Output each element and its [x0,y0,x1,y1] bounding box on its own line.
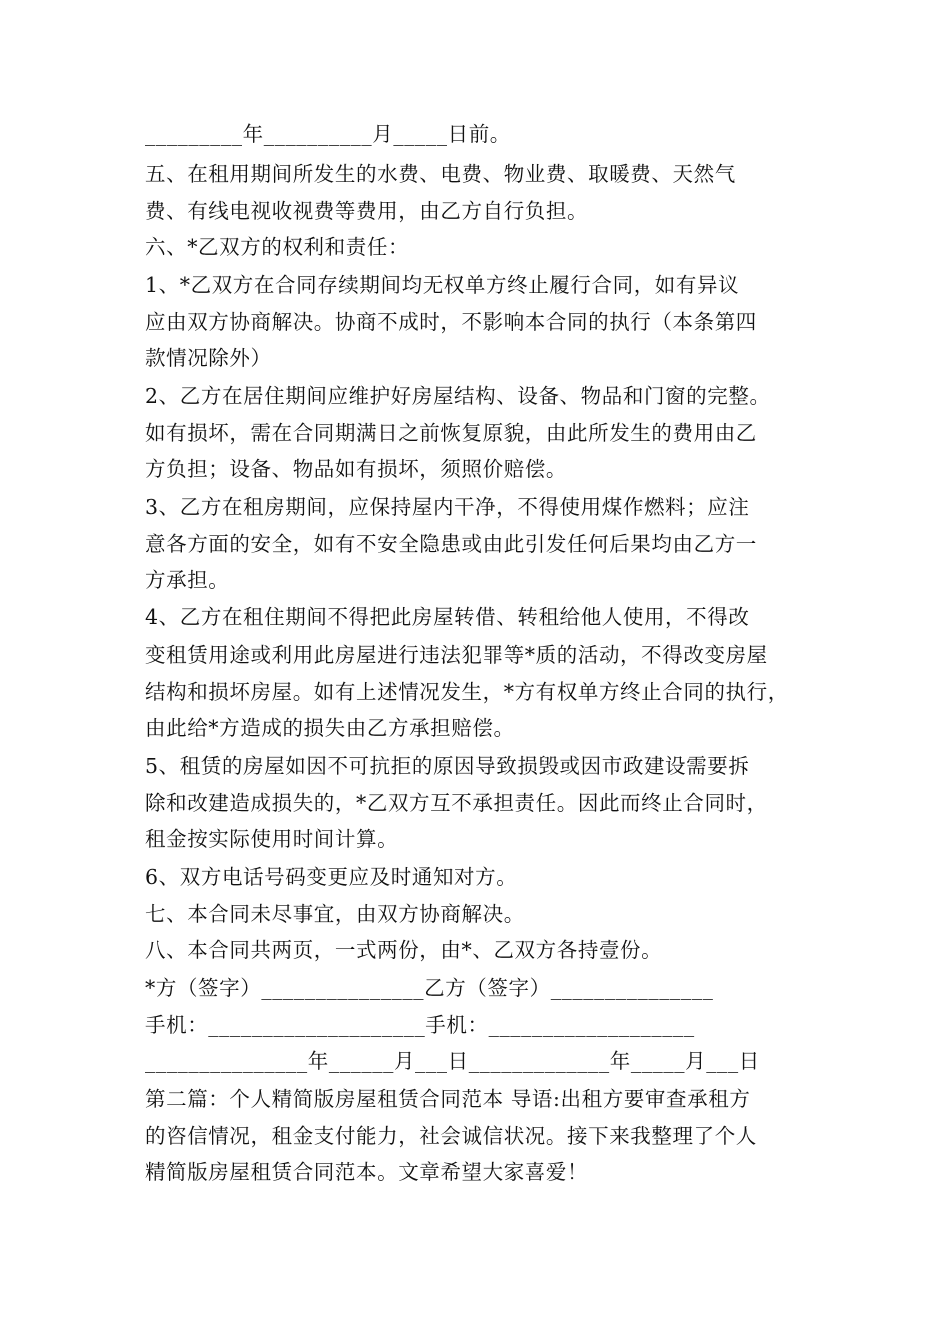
second-article-line-1: 第二篇：个人精简版房屋租赁合同范本 导语:出租方要审查承租方 [145,1087,751,1111]
clause-6-4-line-1: 4、乙方在租住期间不得把此房屋转借、转租给他人使用，不得改 [145,605,750,629]
clause-6-4-line-2: 变租赁用途或利用此房屋进行违法犯罪等*质的活动，不得改变房屋 [145,643,768,667]
clause-5-line-2: 费、有线电视收视费等费用，由乙方自行负担。 [145,199,589,223]
second-article-line-3: 精简版房屋租赁合同范本。文章希望大家喜爱！ [145,1160,589,1184]
clause-8-line: 八、本合同共两页，一式两份，由*、乙双方各持壹份。 [145,938,663,962]
clause-6-5-line-3: 租金按实际使用时间计算。 [145,827,399,851]
clause-7-line: 七、本合同未尽事宜，由双方协商解决。 [145,902,525,926]
date-deadline-line: _________年__________月_____日前。 [145,122,511,146]
clause-6-2-line-3: 方负担；设备、物品如有损坏，须照价赔偿。 [145,457,567,481]
clause-6-6-line: 6、双方电话号码变更应及时通知对方。 [145,865,518,889]
clause-6-4-line-4: 由此给*方造成的损失由乙方承担赔偿。 [145,716,515,740]
signature-line: *方（签字）_______________乙方（签字）_______________ [145,976,714,1000]
clause-6-1-line-2: 应由双方协商解决。协商不成时，不影响本合同的执行（本条第四 [145,310,757,334]
phone-line: 手机：____________________手机：___________________ [145,1013,695,1037]
clause-6-5-line-1: 5、租赁的房屋如因不可抗拒的原因导致损毁或因市政建设需要拆 [145,754,750,778]
clause-6-4-line-3: 结构和损坏房屋。如有上述情况发生，*方有权单方终止合同的执行， [145,680,789,704]
clause-6-3-line-1: 3、乙方在租房期间，应保持屋内干净，不得使用煤作燃料；应注 [145,495,750,519]
clause-6-2-line-2: 如有损坏，需在合同期满日之前恢复原貌，由此所发生的费用由乙 [145,421,757,445]
clause-6-5-line-2: 除和改建造成损失的，*乙双方互不承担责任。因此而终止合同时， [145,791,768,815]
clause-6-1-line-3: 款情况除外） [145,346,272,370]
clause-6-3-line-2: 意各方面的安全，如有不安全隐患或由此引发任何后果均由乙方一 [145,532,757,556]
clause-5-line-1: 五、在租用期间所发生的水费、电费、物业费、取暖费、天然气 [145,162,736,186]
clause-6-heading: 六、*乙双方的权利和责任： [145,235,410,259]
second-article-line-2: 的咨信情况，租金支付能力，社会诚信状况。接下来我整理了个人 [145,1124,757,1148]
clause-6-1-line-1: 1、*乙双方在合同存续期间均无权单方终止履行合同，如有异议 [145,273,740,297]
signing-date-line: _______________年______月___日_____________年_____月___日 [145,1049,760,1073]
clause-6-3-line-3: 方承担。 [145,568,230,592]
clause-6-2-line-1: 2、乙方在居住期间应维护好房屋结构、设备、物品和门窗的完整。 [145,384,771,408]
